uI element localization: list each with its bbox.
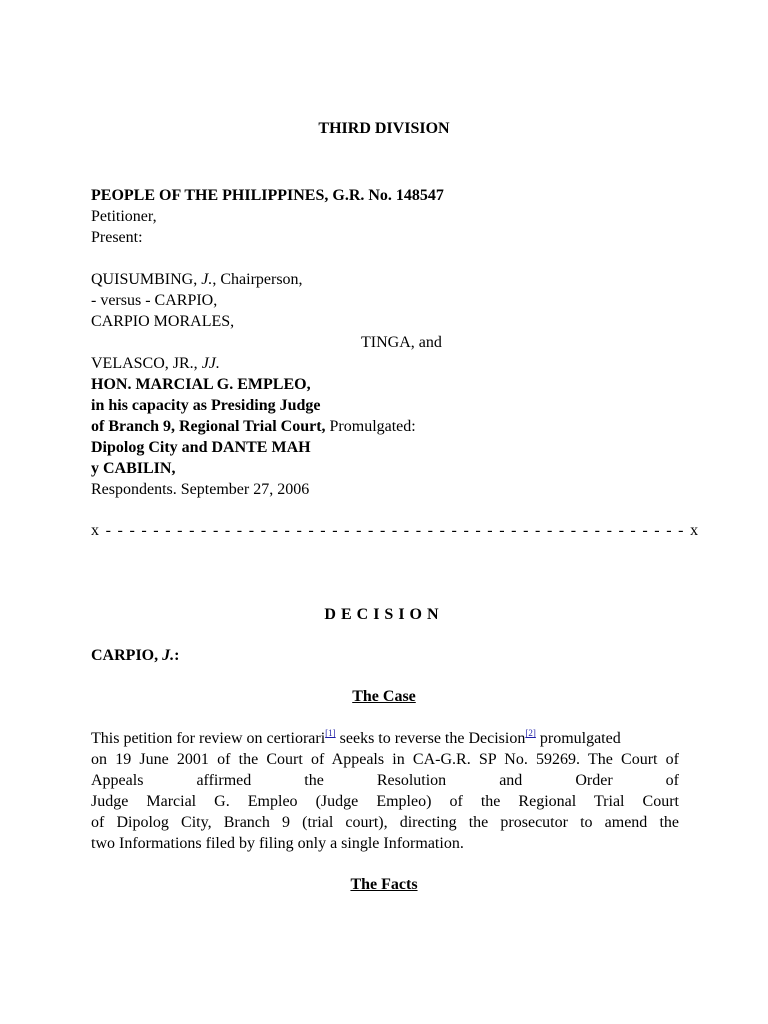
respondent-line: in his capacity as Presiding Judge: [91, 397, 321, 414]
ponente-title: J.: [162, 647, 175, 664]
respondent-promulgated-line: [91, 416, 416, 437]
respondent-line: y CABILIN,: [91, 460, 176, 477]
justice-title: J.: [201, 271, 213, 288]
caption-separator: x - - - - - - - - - - - - - - - - - - - - - - - - - - - - - - - - - - - - - - - - - - - - - - - - - x: [91, 522, 700, 539]
present-label: Present:: [91, 229, 143, 246]
section-heading-text: The Case: [352, 688, 416, 705]
justice-title: JJ.: [201, 355, 220, 372]
decision-title: DECISION: [324, 606, 444, 623]
justice-line-velasco: [91, 353, 220, 374]
justice-name: VELASCO, JR.,: [91, 355, 202, 372]
paragraph-line: on 19 June 2001 of the Court of Appeals in CA-G.R. SP No. 59269. The Court of: [91, 751, 679, 768]
paragraph-text: seeks to reverse the Decision: [335, 730, 526, 747]
ponente-line: [91, 645, 179, 666]
ponente-name: CARPIO,: [91, 647, 163, 664]
paragraph-line: Appeals affirmed the Resolution and Order of: [91, 772, 679, 789]
paragraph-line: two Informations filed by filing only a single Information.: [91, 835, 464, 852]
justice-line-tinga: TINGA, and: [361, 334, 442, 351]
respondents-date-line: Respondents. September 27, 2006: [91, 481, 310, 498]
justice-role: , Chairperson,: [212, 271, 303, 288]
respondent-text: of Branch 9, Regional Trial Court,: [91, 418, 326, 435]
petitioner-label: Petitioner,: [91, 208, 157, 225]
justice-line-quisumbing: [91, 269, 303, 290]
ponente-colon: :: [174, 647, 180, 664]
paragraph-line: [91, 728, 621, 749]
section-heading-case: [0, 686, 768, 707]
respondent-line: Dipolog City and DANTE MAH: [91, 439, 311, 456]
promulgated-label: Promulgated:: [325, 418, 416, 435]
paragraph-text: promulgated: [535, 730, 621, 747]
division-heading: THIRD DIVISION: [318, 120, 450, 137]
petitioner-name: PEOPLE OF THE PHILIPPINES, G.R. No. 148547: [91, 187, 444, 204]
section-heading-facts: [0, 874, 768, 895]
footnote-link-1[interactable]: [1]: [325, 728, 336, 738]
paragraph-text: This petition for review on certiorari: [91, 730, 326, 747]
section-heading-text: The Facts: [350, 876, 418, 893]
footnote-link-2[interactable]: [2]: [525, 728, 536, 738]
paragraph-line: of Dipolog City, Branch 9 (trial court), directing the prosecutor to amend the: [91, 814, 679, 831]
versus-line: - versus - CARPIO,: [91, 292, 218, 309]
respondent-line: HON. MARCIAL G. EMPLEO,: [91, 376, 311, 393]
justice-line-carpio-morales: CARPIO MORALES,: [91, 313, 235, 330]
justice-name: QUISUMBING,: [91, 271, 202, 288]
paragraph-line: Judge Marcial G. Empleo (Judge Empleo) of the Regional Trial Court: [91, 793, 679, 810]
